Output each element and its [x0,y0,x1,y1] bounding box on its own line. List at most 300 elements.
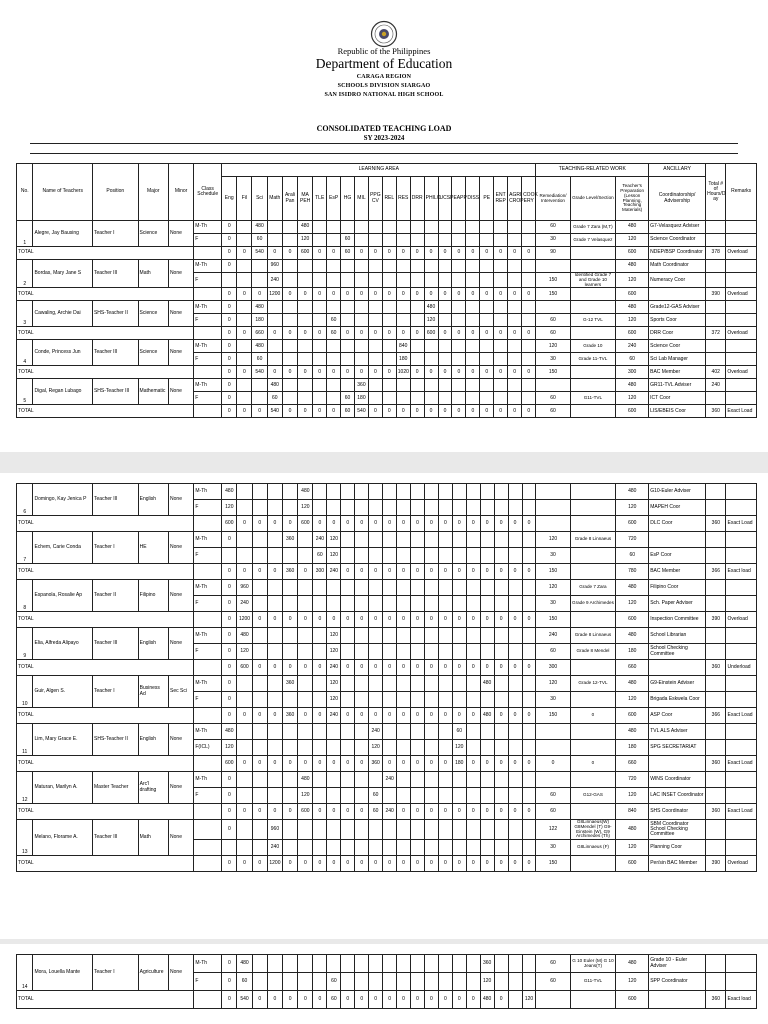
subject-minutes: 0 [466,991,480,1009]
subject-minutes: 0 [438,564,452,580]
subject-minutes [522,676,536,692]
subject-minutes: 0 [452,708,466,724]
subject-minutes [298,596,313,612]
col-subject: PPG CV [368,177,382,221]
subject-minutes: 0 [341,288,355,301]
subject-minutes: 0 [410,366,424,379]
prep-cell: 600 [616,612,649,628]
subject-minutes [508,692,522,708]
subject-minutes [383,955,397,973]
subject-minutes [397,676,411,692]
subject-minutes [237,379,252,392]
subject-minutes [480,379,494,392]
subject-minutes: 480 [480,676,494,692]
subject-minutes: 0 [341,756,355,772]
subject-minutes [369,820,383,840]
subject-minutes: 0 [237,756,252,772]
table-row [17,301,757,314]
subject-minutes: 0 [222,288,237,301]
subject-minutes: 0 [313,327,327,340]
subject-minutes: 0 [222,660,237,676]
subject-minutes [438,234,452,247]
subject-minutes: 0 [283,660,298,676]
subject-minutes: 0 [222,644,237,660]
subject-minutes [396,260,410,273]
subject-minutes: 0 [396,288,410,301]
subject-minutes [480,840,494,856]
schedule-cell: F [194,234,222,247]
subject-minutes: 480 [424,301,438,314]
subject-minutes [452,772,466,788]
subject-minutes [313,676,327,692]
col-subject: PE [480,177,494,221]
subject-minutes: 240 [327,708,341,724]
subject-minutes [382,392,396,405]
subject-minutes [480,820,494,840]
subject-minutes: 0 [424,247,438,260]
subject-minutes [508,314,522,327]
subject-minutes [424,955,438,973]
subject-minutes [397,820,411,840]
subject-minutes [466,840,480,856]
subject-minutes [237,788,252,804]
subject-minutes: 0 [466,612,480,628]
subject-minutes: 0 [466,516,480,532]
ancillary-cell [649,288,706,301]
schedule-cell: M-Th [194,724,222,740]
subject-minutes [283,500,298,516]
subject-minutes [267,788,282,804]
remedial-cell: 60 [536,788,570,804]
teacher-major: English [138,724,168,756]
remarks-cell [726,484,757,500]
subject-minutes [369,596,383,612]
total-hours-cell: 240 [706,379,726,392]
grade-section-cell: G-12 TVL [570,314,616,327]
prep-cell: 480 [616,724,649,740]
grade-section-cell [570,405,616,418]
remedial-cell: 30 [536,840,570,856]
total-hours-cell [706,484,726,500]
subject-minutes: 540 [267,405,282,418]
total-hours-cell [706,273,726,288]
subject-minutes [327,234,341,247]
subject-minutes: 0 [327,856,341,872]
subject-minutes [508,596,522,612]
subject-minutes: 0 [452,564,466,580]
subject-minutes [252,724,267,740]
schedule-cell [194,612,222,628]
subject-minutes [466,628,480,644]
subject-minutes [298,353,313,366]
subject-minutes [383,644,397,660]
subject-minutes: 60 [267,392,282,405]
subject-minutes: 180 [452,756,466,772]
remarks-cell [726,379,757,392]
ancillary-cell: SPP Coordinator [649,973,706,991]
subject-minutes [508,676,522,692]
subject-minutes [522,772,536,788]
grade-section-cell [570,991,616,1009]
subject-minutes: 0 [480,564,494,580]
subject-minutes [341,580,355,596]
subject-minutes [438,500,452,516]
col-subject: HG [341,177,355,221]
subject-minutes [494,740,508,756]
subject-minutes: 480 [252,301,267,314]
subject-minutes [494,788,508,804]
teaching-load-table [16,954,757,1009]
subject-minutes [438,676,452,692]
subject-minutes: 660 [252,327,267,340]
table-row [17,366,757,379]
subject-minutes [424,788,438,804]
subject-minutes [313,740,327,756]
col-major: Major [138,164,168,221]
total-hours-cell: 360 [706,804,726,820]
subject-minutes [283,788,298,804]
subject-minutes [341,273,355,288]
ancillary-cell: School Librarian [649,628,706,644]
prep-cell: 120 [616,788,649,804]
subject-minutes [396,379,410,392]
ancillary-cell: ICT Coor [649,392,706,405]
prep-cell: 600 [616,405,649,418]
schedule-cell: M-Th [194,628,222,644]
teacher-major: Science [138,221,168,247]
subject-minutes [522,644,536,660]
teacher-name: Mora, Louella Mante [33,955,93,991]
grade-section-cell [570,660,616,676]
subject-minutes [382,301,396,314]
subject-minutes [341,353,355,366]
teacher-position: Teacher I [93,676,139,708]
subject-minutes: 0 [466,708,480,724]
subject-minutes [355,314,369,327]
subject-minutes: 600 [222,756,237,772]
ancillary-cell: Math Coordinator [649,260,706,273]
col-subject: EsP [327,177,341,221]
subject-minutes [410,260,424,273]
prep-cell: 120 [616,314,649,327]
subject-minutes: 0 [252,564,267,580]
ancillary-cell: Science Coordinator [649,234,706,247]
teacher-no: 3 [17,301,33,327]
teacher-major: English [138,484,168,516]
subject-minutes: 0 [298,366,313,379]
subject-minutes [298,724,313,740]
subject-minutes [327,840,341,856]
subject-minutes [383,628,397,644]
subject-minutes [267,676,282,692]
subject-minutes: 0 [522,366,536,379]
remarks-cell [726,500,757,516]
subject-minutes [452,234,466,247]
schedule-cell [194,756,222,772]
remedial-cell: 60 [536,804,570,820]
subject-minutes [508,548,522,564]
teaching-load-table [16,163,757,418]
schedule-cell [194,366,222,379]
subject-minutes: 60 [252,234,267,247]
total-hours-cell: 360 [706,991,726,1009]
subject-minutes [382,273,396,288]
subject-minutes: 0 [341,516,355,532]
subject-minutes: 0 [383,708,397,724]
subject-minutes: 0 [298,612,313,628]
subject-minutes [355,788,369,804]
subject-minutes: 0 [438,327,452,340]
subject-minutes [313,273,327,288]
schedule-cell: F [194,973,222,991]
subject-minutes [283,548,298,564]
subject-minutes [327,740,341,756]
subject-minutes [267,596,282,612]
grade-section-cell: Grade 8 Linnaeus [570,532,616,548]
subject-minutes [411,820,425,840]
subject-minutes [267,740,282,756]
prep-cell: 60 [616,548,649,564]
subject-minutes: 0 [452,612,466,628]
subject-minutes: 0 [438,405,452,418]
subject-minutes: 180 [355,392,369,405]
subject-minutes [397,788,411,804]
subject-minutes: 0 [313,288,327,301]
subject-minutes: 0 [452,804,466,820]
subject-minutes [313,788,327,804]
schedule-cell: F(ICL) [194,740,222,756]
grade-section-cell: Grade 11-TVL [570,353,616,366]
teacher-minor: None [169,724,194,756]
subject-minutes [237,234,252,247]
subject-minutes [522,314,536,327]
col-position: Position [92,164,138,221]
ancillary-cell: School Checking Committee [649,644,706,660]
subject-minutes [438,340,452,353]
subject-minutes [298,644,313,660]
table-row [17,484,757,500]
subject-minutes [341,379,355,392]
ancillary-cell: Planning Coor [649,840,706,856]
subject-minutes: 0 [222,405,237,418]
ancillary-cell: G10-Euler Adviser [649,484,706,500]
subject-minutes [508,788,522,804]
total-hours-cell: 366 [706,564,726,580]
teacher-name: Cawaling, Archie Dai [33,301,93,327]
subject-minutes [383,500,397,516]
subject-minutes: 180 [396,353,410,366]
total-hours-cell [706,340,726,353]
subject-minutes [298,955,313,973]
subject-minutes [382,340,396,353]
subject-minutes: 0 [222,260,237,273]
subject-minutes [355,840,369,856]
subject-minutes [424,532,438,548]
subject-minutes: 0 [267,327,282,340]
teacher-no: 12 [17,772,33,804]
subject-minutes [396,314,410,327]
subject-minutes [383,596,397,612]
subject-minutes: 600 [298,516,313,532]
subject-minutes: 600 [298,247,313,260]
subject-minutes: 60 [327,973,341,991]
teacher-minor: None [169,820,194,856]
subject-minutes [368,260,382,273]
col-minor: Minor [168,164,193,221]
remarks-cell: Overload [726,856,757,872]
subject-minutes [522,500,536,516]
prep-cell: 120 [616,392,649,405]
subject-minutes [383,548,397,564]
remarks-cell: Overload [726,288,757,301]
subject-minutes [267,301,282,314]
subject-minutes [341,260,355,273]
subject-minutes: 0 [411,516,425,532]
subject-minutes [424,628,438,644]
remarks-cell [726,676,757,692]
subject-minutes: 0 [222,955,237,973]
subject-minutes: 0 [397,708,411,724]
subject-minutes: 0 [252,708,267,724]
subject-minutes: 60 [341,234,355,247]
total-label: TOTAL [17,612,194,628]
subject-minutes [267,221,282,234]
subject-minutes: 0 [355,612,369,628]
remedial-cell: 240 [536,628,570,644]
ancillary-cell: ASP Coor [649,708,706,724]
subject-minutes [480,221,494,234]
schedule-cell [194,660,222,676]
subject-minutes [298,820,313,840]
subject-minutes: 0 [282,288,297,301]
subject-minutes: 0 [383,564,397,580]
subject-minutes [452,532,466,548]
subject-minutes: 0 [411,612,425,628]
subject-minutes: 0 [424,405,438,418]
subject-minutes: 0 [341,991,355,1009]
subject-minutes [327,955,341,973]
grade-section-cell [570,564,616,580]
subject-minutes [283,973,298,991]
subject-minutes [313,484,327,500]
subject-minutes: 0 [438,708,452,724]
col-subject: DRR [410,177,424,221]
total-hours-cell [706,392,726,405]
subject-minutes: 0 [480,247,494,260]
schedule-cell [194,247,222,260]
subject-minutes [355,548,369,564]
subject-minutes: 0 [522,516,536,532]
subject-minutes [237,221,252,234]
subject-minutes [298,314,313,327]
ancillary-cell: SPG SECRETARIAT [649,740,706,756]
grade-section-cell: G11-TVL [570,973,616,991]
subject-minutes [355,820,369,840]
teacher-no: 6 [17,484,33,516]
teacher-major: Science [138,340,168,366]
remarks-cell [726,314,757,327]
subject-minutes: 0 [494,804,508,820]
teacher-minor: None [168,260,193,288]
teacher-no: 13 [17,820,33,856]
subject-minutes [341,644,355,660]
total-hours-cell [706,644,726,660]
total-label: TOTAL [17,516,194,532]
schedule-cell: F [194,500,222,516]
subject-minutes: 0 [267,564,282,580]
subject-minutes: 0 [382,327,396,340]
subject-minutes: 120 [327,532,341,548]
subject-minutes [397,628,411,644]
subject-minutes: 0 [222,676,237,692]
subject-minutes [424,500,438,516]
subject-minutes [466,340,480,353]
col-no: No. [17,164,33,221]
col-subject: Sci [252,177,267,221]
subject-minutes [252,628,267,644]
subject-minutes [369,676,383,692]
subject-minutes: 0 [424,856,438,872]
subject-minutes: 0 [355,247,369,260]
teacher-no: 4 [17,340,33,366]
subject-minutes [397,955,411,973]
subject-minutes: 0 [452,660,466,676]
grade-section-cell: Grade 7 Velasquez [570,234,616,247]
subject-minutes: 240 [383,804,397,820]
subject-minutes [341,772,355,788]
subject-minutes: 240 [369,724,383,740]
subject-minutes [327,820,341,840]
subject-minutes [494,973,508,991]
remedial-cell: 30 [536,234,570,247]
subject-minutes: 0 [522,564,536,580]
subject-minutes [452,484,466,500]
subject-minutes: 0 [424,564,438,580]
subject-minutes: 0 [267,756,282,772]
remarks-cell [726,234,757,247]
teacher-name: Alegre, Jay Bausing [33,221,93,247]
teacher-no: 11 [17,724,33,756]
subject-minutes: 0 [494,327,508,340]
subject-minutes [411,484,425,500]
subject-minutes: 0 [298,564,313,580]
subject-minutes [410,353,424,366]
total-hours-cell: 378 [706,247,726,260]
subject-minutes [341,740,355,756]
subject-minutes: 0 [222,788,237,804]
subject-minutes [438,548,452,564]
subject-minutes [522,301,536,314]
subject-minutes: 0 [237,708,252,724]
subject-minutes: 0 [508,708,522,724]
subject-minutes [313,221,327,234]
remedial-cell: 30 [536,596,570,612]
subject-minutes [466,392,480,405]
subject-minutes [494,596,508,612]
subject-minutes [411,724,425,740]
subject-minutes [466,379,480,392]
subject-minutes: 0 [397,991,411,1009]
subject-minutes [327,221,341,234]
subject-minutes [313,628,327,644]
subject-minutes: 0 [438,247,452,260]
subject-minutes [452,820,466,840]
table-row [17,991,757,1009]
prep-cell: 120 [616,596,649,612]
subject-minutes: 0 [298,708,313,724]
subject-minutes [508,628,522,644]
subject-minutes: 0 [283,516,298,532]
